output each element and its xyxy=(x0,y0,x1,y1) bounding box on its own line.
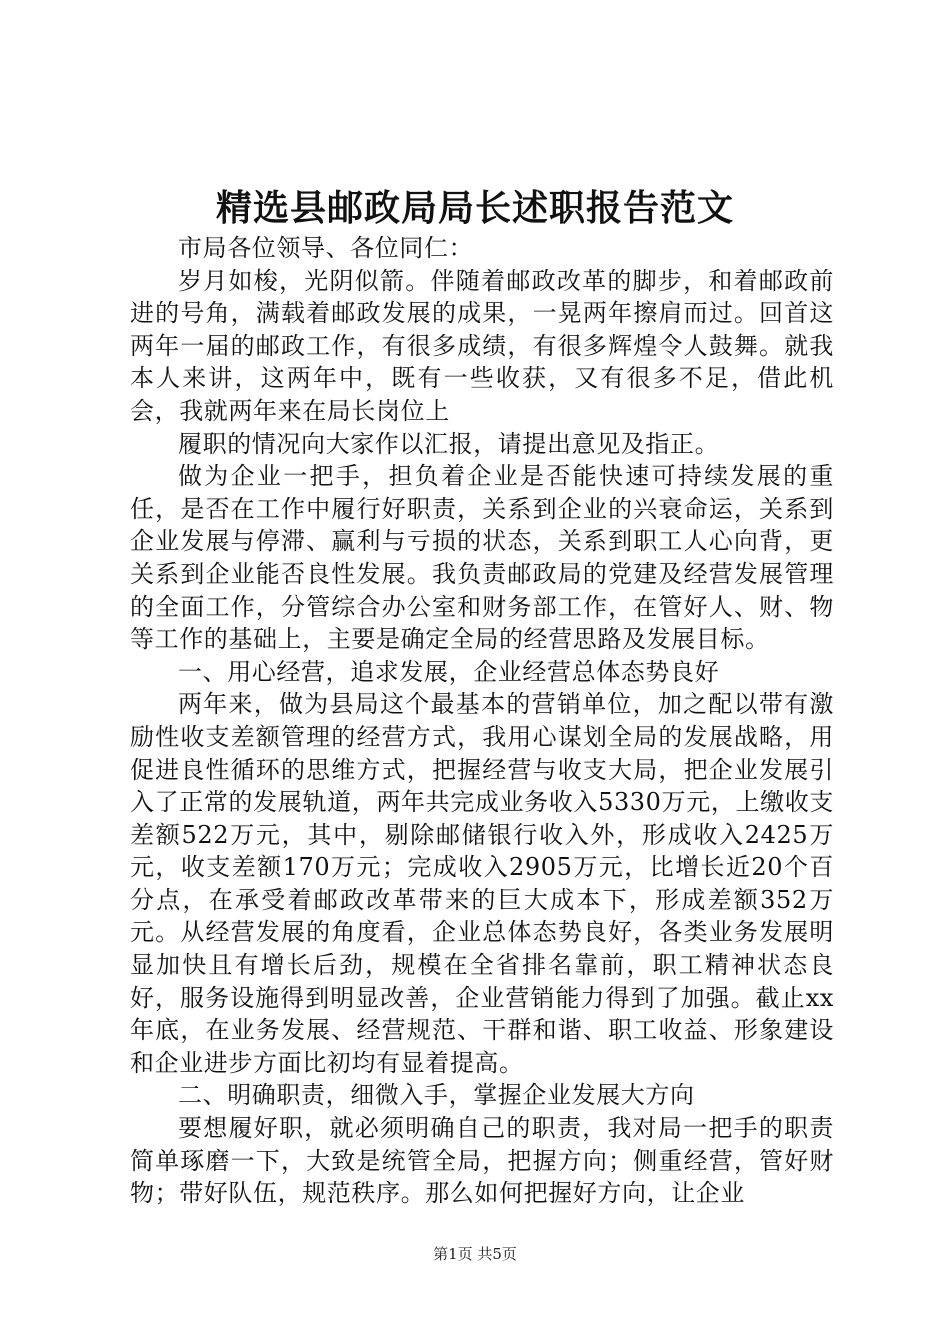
paragraph-intro: 岁月如梭，光阴似箭。伴随着邮政改革的脚步，和着邮政前进的号角，满载着邮政发展的成果，一晃两年擦肩而过。回首这两年一届的邮政工作，有很多成绩，有很多辉煌令人鼓舞。就我本人来讲，这两年中，既有一些收获，又有很多不足，借此机会，我就两年来在局长岗位上 xyxy=(130,266,834,425)
paragraph-duties: 要想履好职，就必须明确自己的职责，我对局一把手的职责简单琢磨一下，大致是统管全局，把握方向；侧重经营，管好财物；带好队伍，规范秩序。那么如何把握好方向，让企业 xyxy=(130,1114,834,1208)
paragraph-responsibility: 做为企业一把手，担负着企业是否能快速可持续发展的重任，是否在工作中履行好职责，关系到企业的兴衰命运，关系到企业发展与停滞、赢利与亏损的状态，关系到职工人心向背，更关系到企业能否良性发展。我负责邮政局的党建及经营发展管理的全面工作，分管综合办公室和财务部工作，在管好人、财、物等工作的基础上，主要是确定全局的经营思路及发展目标。 xyxy=(130,462,834,654)
page-footer: 第1页 共5页 xyxy=(433,1245,517,1263)
section-heading-2: 二、明确职责，细微入手，掌握企业发展大方向 xyxy=(178,1081,695,1110)
section-heading-1: 一、用心经营，追求发展，企业经营总体态势良好 xyxy=(178,657,720,686)
paragraph-intro-continued: 履职的情况向大家作以汇报，请提出意见及指正。 xyxy=(178,429,720,458)
document-title: 精选县邮政局局长述职报告范文 xyxy=(215,187,734,229)
document-body xyxy=(130,232,834,1210)
paragraph-salutation: 市局各位领导、各位同仁： xyxy=(178,234,474,262)
paragraph-operations: 两年来，做为县局这个最基本的营销单位，加之配以带有激励性收支差额管理的经营方式，我用心谋划全局的发展战略，用促进良性循环的思维方式，把握经营与收支大局，把企业发展引入了正常的发展轨道，两年共完成业务收入5330万元，上缴收支差额522万元，其中，剔除邮储银行收入外，形成收入2425万元，收支差额170万元；完成收入2905万元，比增长近20个百分点，在承受着邮政改革带来的巨大成本下，形成差额352万元。从经营发展的角度看，企业总体态势良好，各类业务发展明显加快且有增长后劲，规模在全省排名靠前，职工精神状态良好，服务设施得到明显改善，企业营销能力得到了加强。截止xx年底，在业务发展、经营规范、干群和谐、职工收益、形象建设和企业进步方面比初均有显着提高。 xyxy=(130,690,834,1077)
